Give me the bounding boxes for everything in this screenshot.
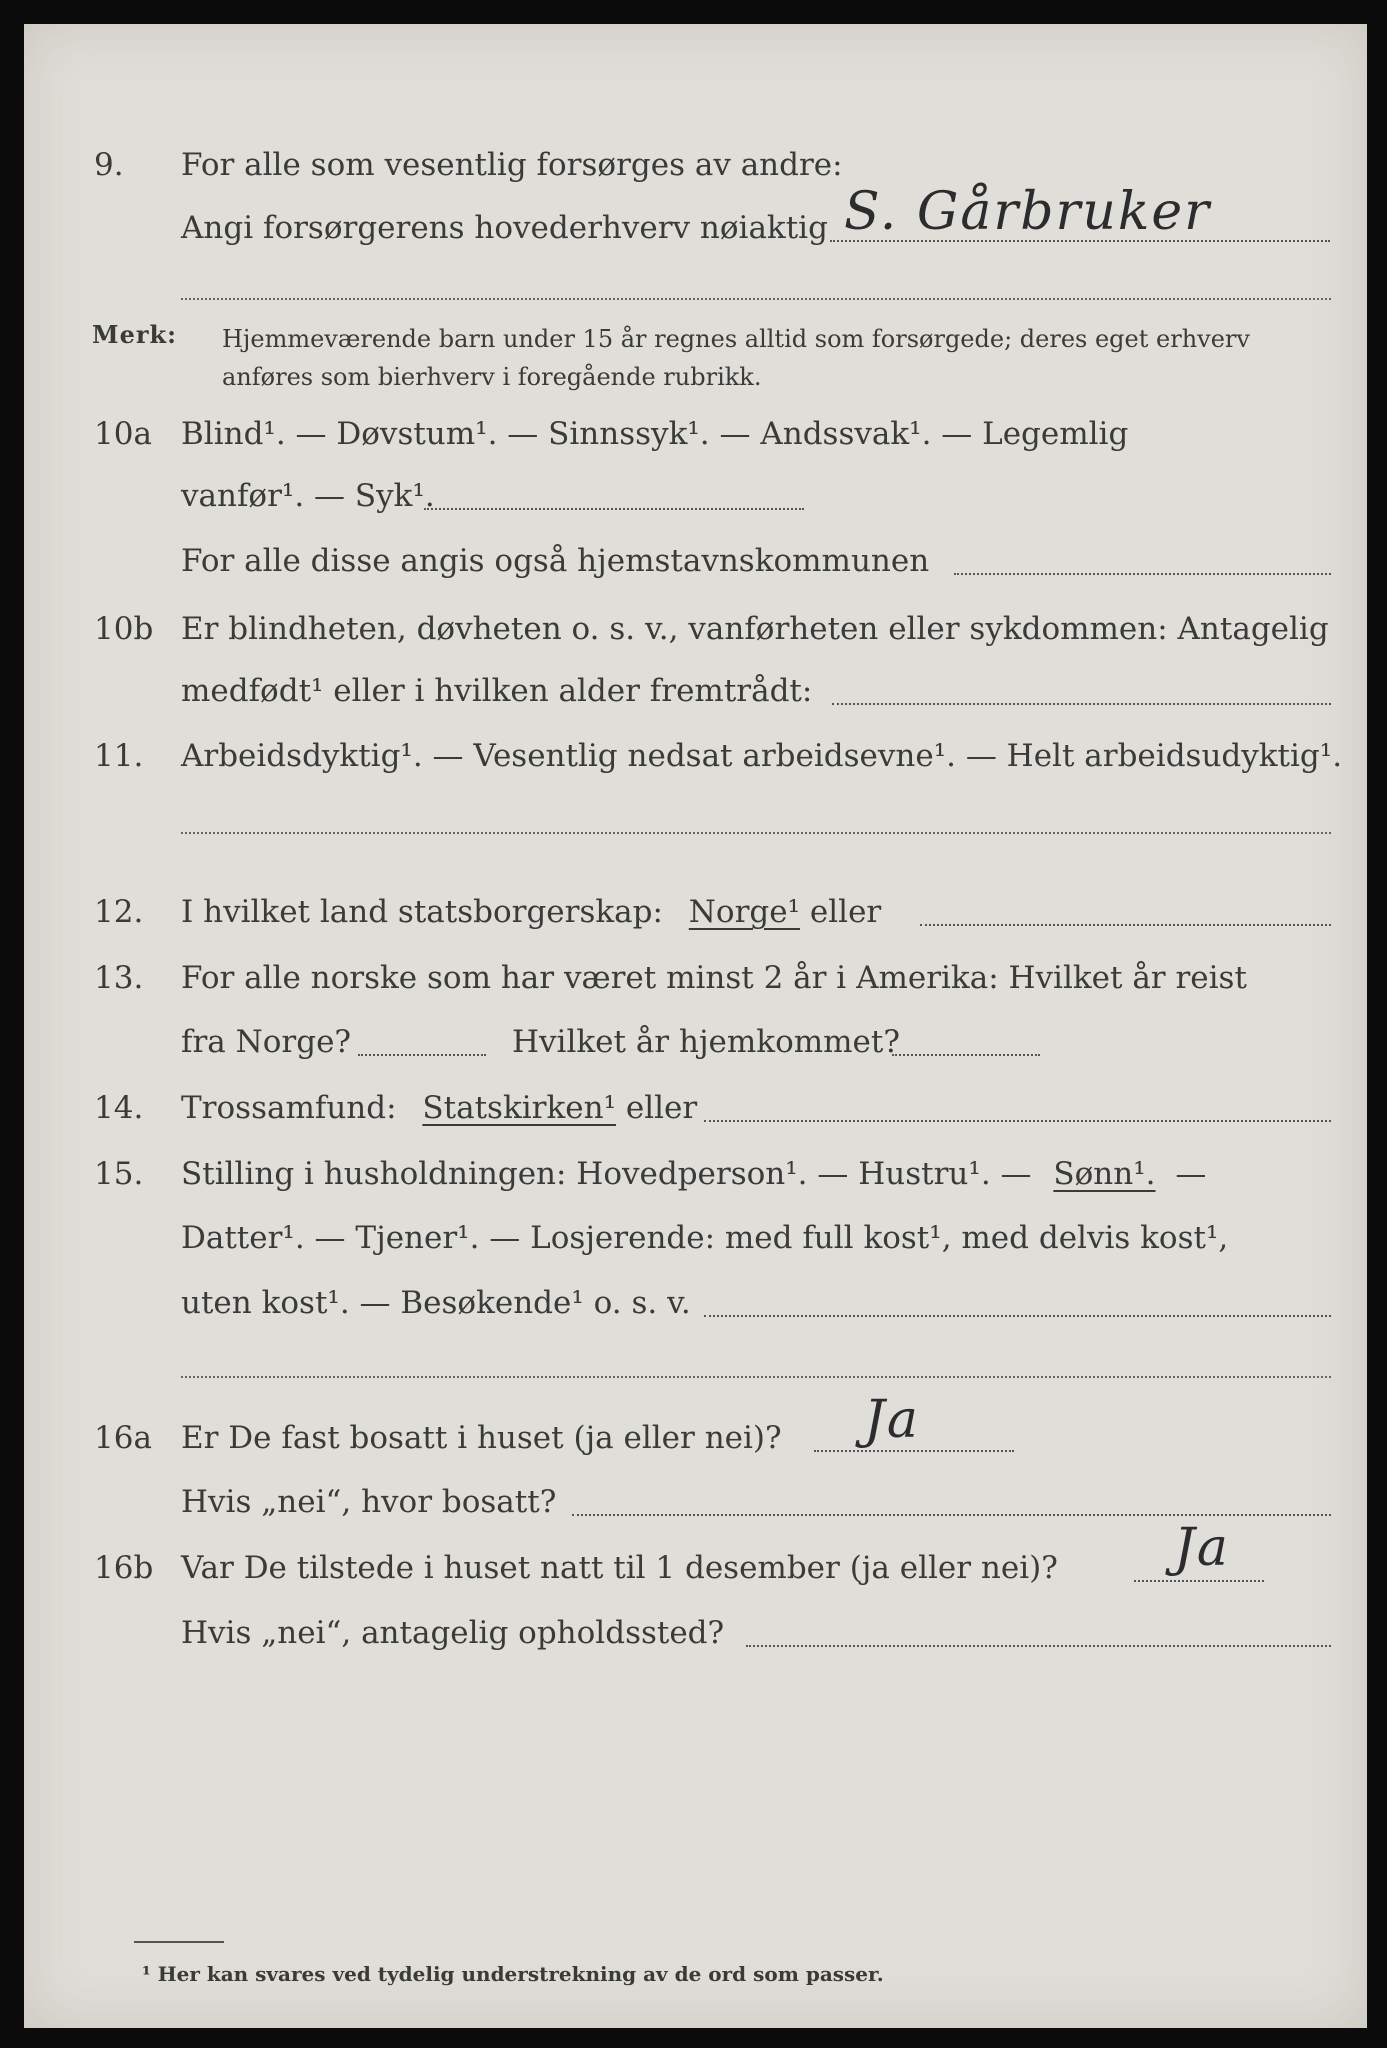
q15-row-3: [24, 1273, 1367, 1333]
q12-or: eller: [809, 894, 882, 930]
q10a-text-1: Blind¹. — Døvstum¹. — Sinnssyk¹. — Andssvak¹. — Legemlig: [181, 416, 1129, 452]
q15-text-1c: —: [1175, 1156, 1207, 1192]
q10b-number: 10b: [94, 611, 154, 647]
q15-option-sonn: Sønn¹.: [1053, 1156, 1156, 1192]
q16a-residence-line: [572, 1514, 1331, 1516]
q11-row-1: [24, 726, 1367, 786]
q10a-number: 10a: [94, 416, 152, 452]
q12-option-norge: Norge¹: [688, 894, 801, 930]
q12-answer-line: [920, 924, 1331, 926]
q11-number: 11.: [94, 738, 144, 774]
q9-text-2: Angi forsørgerens hovederhverv nøiaktig: [181, 210, 828, 246]
q9-handwritten-answer: S. Gårbruker: [844, 182, 1212, 242]
q13-year-returned-line: [892, 1054, 1040, 1056]
q16b-number: 16b: [94, 1550, 154, 1586]
q10a-row-1: [24, 404, 1367, 464]
q13-row-1: [24, 948, 1367, 1008]
q9-extra-line: [181, 298, 1331, 300]
q16a-text-1: Er De fast bosatt i huset (ja eller nei)?: [181, 1420, 782, 1456]
q10b-text-1: Er blindheten, døvheten o. s. v., vanførheten eller sykdommen: Antagelig: [181, 611, 1329, 647]
q16b-text-1: Var De tilstede i huset natt til 1 desember (ja eller nei)?: [181, 1550, 1058, 1586]
q15-text-1: [181, 1144, 1206, 1204]
q16b-handwritten-answer: Ja: [1174, 1518, 1230, 1578]
q12-text: [181, 882, 881, 942]
q16b-answer-line: [1134, 1580, 1264, 1582]
q15-answer-line: [704, 1315, 1331, 1317]
q13-row-2: [24, 1012, 1367, 1072]
q10a-kommune-line: [954, 573, 1331, 575]
q16a-number: 16a: [94, 1420, 152, 1456]
q11-text-1: Arbeidsdyktig¹. — Vesentlig nedsat arbeidsevne¹. — Helt arbeidsudyktig¹.: [181, 738, 1343, 774]
q12-number: 12.: [94, 894, 144, 930]
q16a-handwritten-answer: Ja: [864, 1390, 920, 1450]
q10a-row-3: [24, 531, 1367, 591]
census-form-page: [24, 24, 1367, 2028]
q13-text-1: For alle norske som har været minst 2 år i Amerika: Hvilket år reist: [181, 960, 1247, 996]
q13-number: 13.: [94, 960, 144, 996]
q14-question: Trossamfund:: [181, 1090, 397, 1126]
q15-number: 15.: [94, 1156, 144, 1192]
q11-extra-line: [181, 832, 1331, 834]
q15-text-1a: Stilling i husholdningen: Hovedperson¹. — Hustru¹. —: [181, 1156, 1032, 1192]
q16b-text-2: Hvis „nei“, antagelig opholdssted?: [181, 1615, 725, 1651]
q10a-text-2: vanfør¹. — Syk¹.: [181, 478, 435, 514]
q10b-row-2: [24, 661, 1367, 721]
q9-number: 9.: [94, 147, 124, 183]
q16b-location-line: [746, 1645, 1331, 1647]
footnote: ¹ Her kan svares ved tydelig understrekning av de ord som passer.: [142, 1962, 884, 1986]
q15-extra-line: [181, 1376, 1331, 1378]
q16a-answer-line: [814, 1450, 1014, 1452]
q15-row-1: [24, 1144, 1367, 1204]
q14-option-statskirken: Statskirken¹: [422, 1090, 616, 1126]
q15-text-3: uten kost¹. — Besøkende¹ o. s. v.: [181, 1285, 691, 1321]
q10b-text-2: medfødt¹ eller i hvilken alder fremtrådt:: [181, 673, 813, 709]
q13-text-2a: fra Norge?: [181, 1024, 352, 1060]
q16a-row-2: [24, 1472, 1367, 1532]
q10b-answer-line: [832, 703, 1331, 705]
q10a-answer-line: [424, 508, 804, 510]
q13-text-2b: Hvilket år hjemkommet?: [512, 1024, 900, 1060]
q16b-row-2: [24, 1603, 1367, 1663]
merk-label: Merk:: [92, 320, 177, 349]
q10a-text-3: For alle disse angis også hjemstavnskommunen: [181, 543, 930, 579]
q15-row-2: [24, 1208, 1367, 1268]
q10a-row-2: [24, 466, 1367, 526]
footnote-rule: [134, 1941, 224, 1943]
q14-number: 14.: [94, 1090, 144, 1126]
q15-text-2: Datter¹. — Tjener¹. — Losjerende: med full kost¹, med delvis kost¹,: [181, 1220, 1229, 1256]
q16b-row-1: [24, 1518, 1367, 1598]
q14-row: [24, 1078, 1367, 1138]
q10b-row-1: [24, 599, 1367, 659]
q16a-text-2: Hvis „nei“, hvor bosatt?: [181, 1484, 557, 1520]
q9-text-1: For alle som vesentlig forsørges av andre:: [181, 147, 843, 183]
q14-answer-line: [704, 1120, 1331, 1122]
q14-text: [181, 1078, 697, 1138]
q14-or: eller: [625, 1090, 698, 1126]
q13-year-left-line: [358, 1054, 486, 1056]
q16a-row-1: [24, 1390, 1367, 1468]
merk-text: Hjemmeværende barn under 15 år regnes alltid som forsørgede; deres eget erhverv anføres som bierhverv i foregående rubrikk.: [222, 325, 1250, 391]
q9-row-2: [24, 182, 1367, 258]
q12-question: I hvilket land statsborgerskap:: [181, 894, 663, 930]
q12-row: [24, 882, 1367, 942]
